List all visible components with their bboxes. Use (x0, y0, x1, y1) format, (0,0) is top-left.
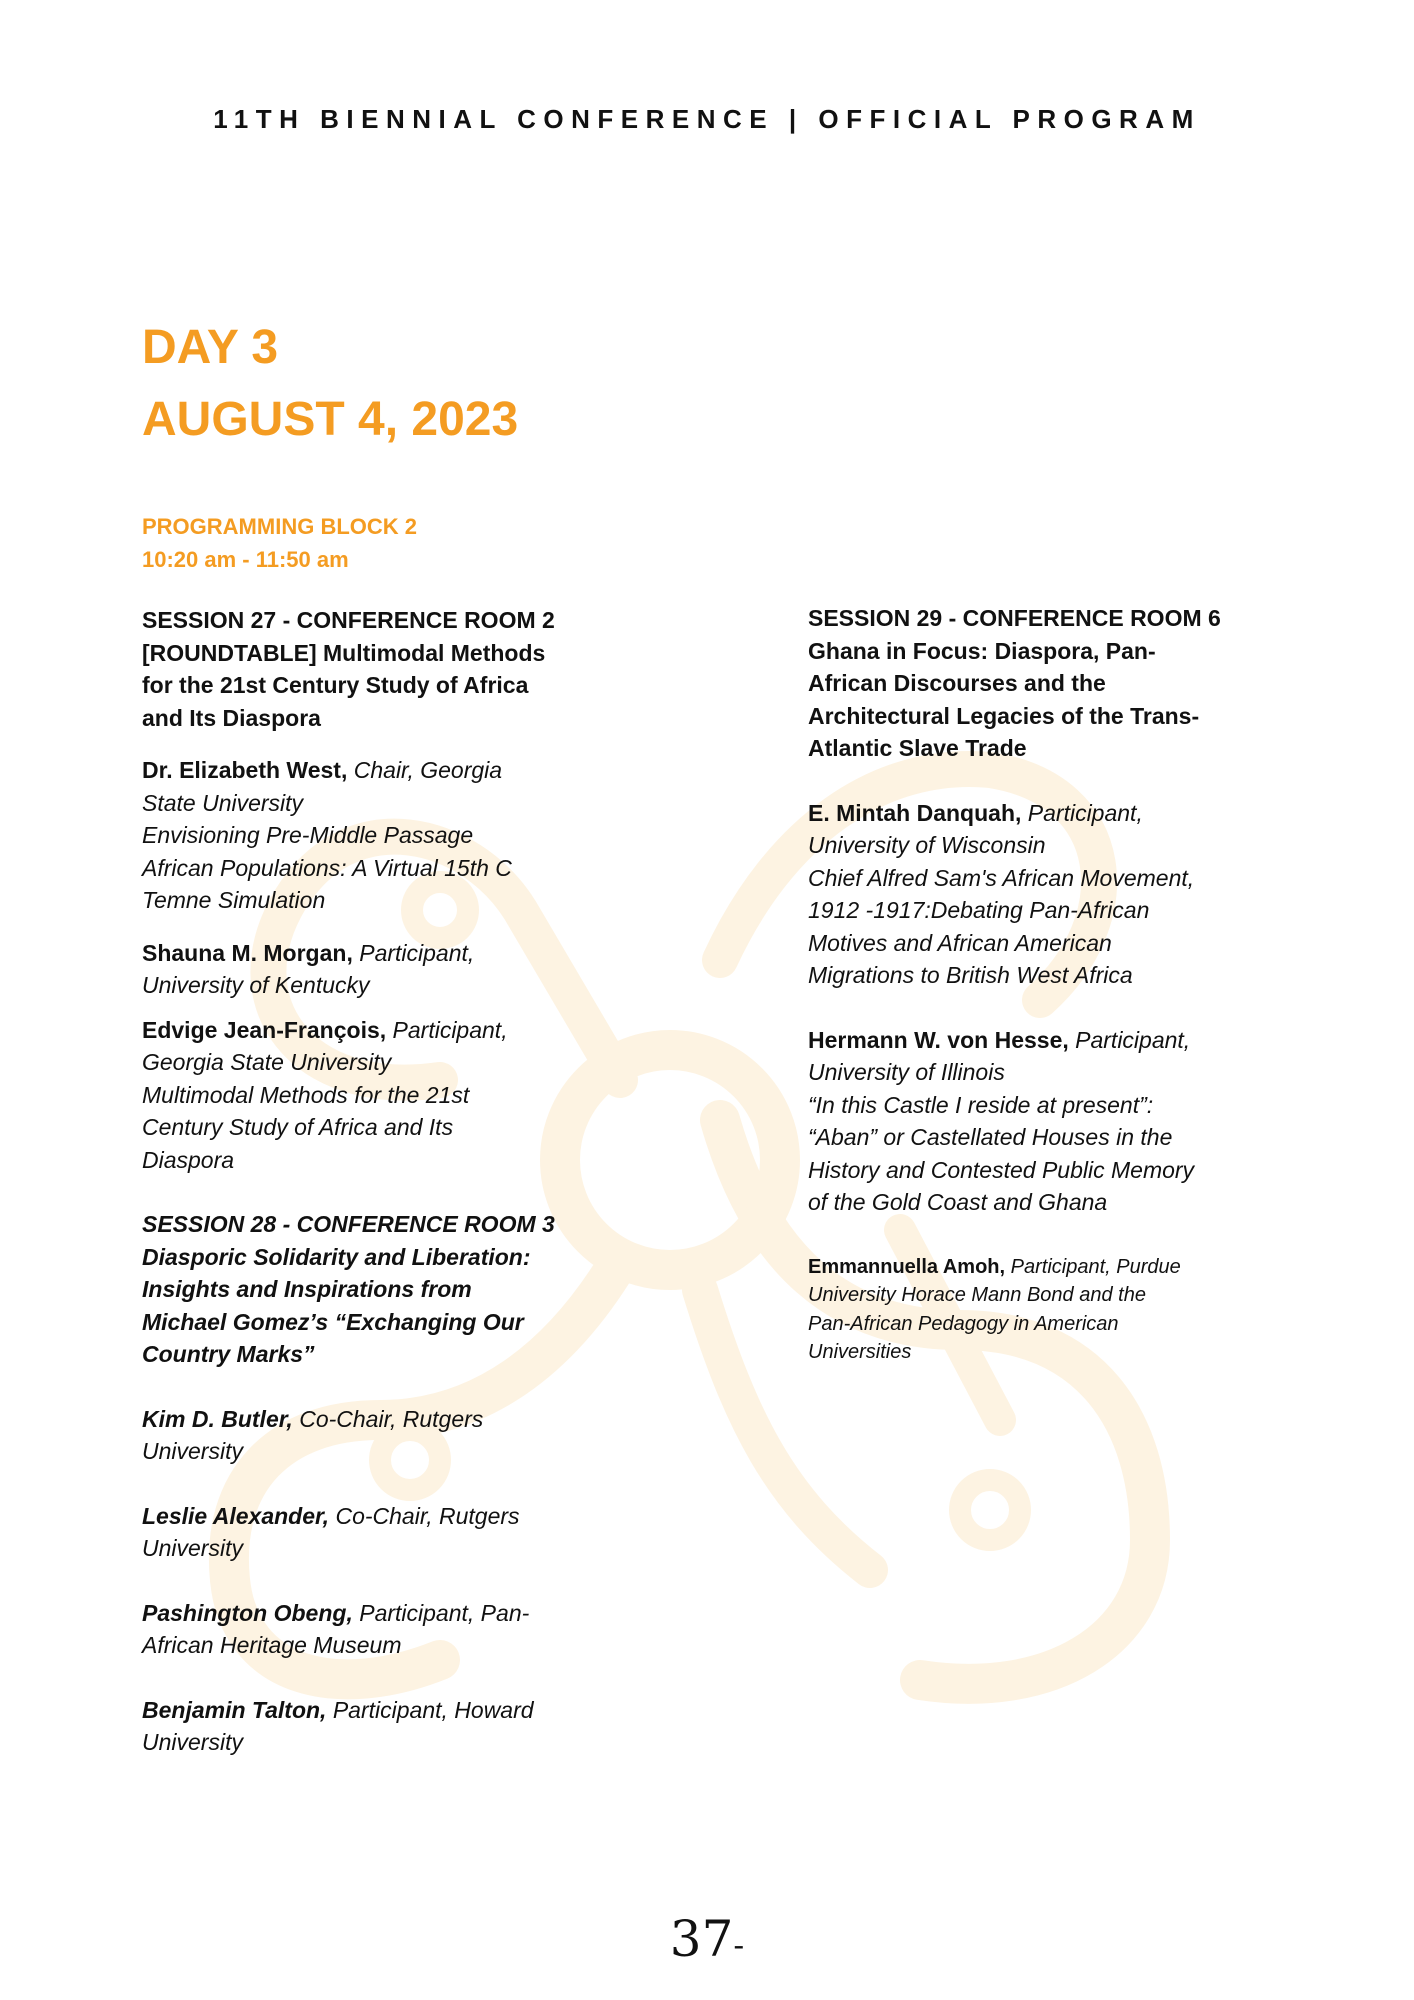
paper-title-line: “In this Castle I reside at present”: (808, 1091, 1154, 1118)
paper-title-line: 1912 -1917:Debating Pan-African (808, 897, 1150, 923)
session-title-line: SESSION 27 - CONFERENCE ROOM 2 (142, 607, 555, 633)
session-title-line: Diasporic Solidarity and Liberation: (142, 1243, 531, 1270)
participant-name: E. Mintah Danquah, (808, 799, 1022, 826)
participant-entry (808, 1024, 1288, 1219)
page-number-suffix: - (733, 1926, 745, 1964)
right-column (808, 602, 1288, 1367)
paper-title-line: Universities (808, 1341, 912, 1363)
participant-role: Participant, (359, 939, 475, 966)
participant-role: Participant, Pan- (359, 1599, 530, 1626)
paper-title-line: Diaspora (142, 1146, 235, 1173)
paper-title-line: Motives and African American (808, 929, 1112, 956)
session-title-line: Architectural Legacies of the Trans- (808, 702, 1200, 729)
participant-affiliation: University (142, 1729, 243, 1755)
participant-affiliation: University of Wisconsin (808, 832, 1046, 858)
participant-name: Edvige Jean-François, (142, 1016, 387, 1043)
participant-name: Dr. Elizabeth West, (142, 757, 348, 783)
participant-name: Emmannuella Amoh, (808, 1255, 1006, 1278)
participant-entry (808, 797, 1288, 992)
participant-role: Participant, Purdue (1010, 1255, 1181, 1278)
session-title-line: SESSION 29 - CONFERENCE ROOM 6 (808, 605, 1221, 631)
page-number (0, 1910, 1414, 1968)
participant-role: Co-Chair, Rutgers (335, 1502, 520, 1529)
session-27-title (142, 604, 622, 734)
participant-role: Participant, (392, 1016, 508, 1043)
session-title-line: SESSION 28 - CONFERENCE ROOM 3 (142, 1211, 555, 1237)
participant-role: Chair, Georgia (353, 757, 503, 783)
participant-affiliation: University of Kentucky (142, 972, 370, 998)
page-header: 11TH BIENNIAL CONFERENCE | OFFICIAL PROGRAM (213, 104, 1201, 134)
page-number-value: 37 (669, 1910, 734, 1968)
paper-title-line: History and Contested Public Memory (808, 1156, 1195, 1183)
participant-affiliation: University of Illinois (808, 1059, 1005, 1085)
participant-role: Co-Chair, Rutgers (299, 1405, 484, 1432)
participant-name: Shauna M. Morgan, (142, 939, 353, 966)
session-title-line: Ghana in Focus: Diaspora, Pan- (808, 637, 1156, 664)
participant-role: Participant, Howard (332, 1696, 534, 1723)
participant-role: Participant, (1075, 1026, 1191, 1053)
paper-title-line: Migrations to British West Africa (808, 962, 1133, 988)
paper-title-line: Chief Alfred Sam's African Movement, (808, 864, 1195, 891)
participant-entry (142, 1500, 622, 1565)
participant-entry (142, 1597, 622, 1662)
paper-title-line: of the Gold Coast and Ghana (808, 1189, 1108, 1215)
session-title-line: for the 21st Century Study of Africa (142, 672, 529, 698)
session-title-line: African Discourses and the (808, 670, 1106, 696)
participant-name: Pashington Obeng, (142, 1599, 353, 1626)
participant-name: Leslie Alexander, (142, 1502, 330, 1529)
session-29-title (808, 602, 1288, 765)
paper-title-line: “Aban” or Castellated Houses in the (808, 1124, 1173, 1150)
paper-title-line: Pan-African Pedagogy in American (808, 1312, 1119, 1335)
session-title-line: Country Marks” (142, 1341, 315, 1367)
session-28-title (142, 1208, 622, 1371)
day-date: AUGUST 4, 2023 (142, 393, 519, 446)
participant-name: Benjamin Talton, (142, 1696, 327, 1723)
block-time: 10:20 am - 11:50 am (142, 547, 349, 572)
participant-name: Hermann W. von Hesse, (808, 1026, 1069, 1053)
paper-title-line: Multimodal Methods for the 21st (142, 1081, 470, 1108)
paper-title-line: African Populations: A Virtual 15th C (142, 854, 512, 881)
session-title-line: Insights and Inspirations from (142, 1276, 472, 1302)
paper-title-line: Century Study of Africa and Its (142, 1114, 454, 1140)
session-title-line: Atlantic Slave Trade (808, 735, 1027, 761)
paper-title-line: University Horace Mann Bond and the (808, 1284, 1146, 1306)
participant-entry (808, 1253, 1288, 1367)
session-title-line: Michael Gomez’s “Exchanging Our (142, 1308, 524, 1335)
participant-affiliation: State University (142, 789, 304, 816)
day-heading (142, 312, 518, 456)
day-label: DAY 3 (142, 321, 279, 374)
paper-title-line: Envisioning Pre-Middle Passage (142, 822, 474, 848)
participant-entry (142, 937, 622, 1002)
participant-affiliation: African Heritage Museum (142, 1632, 402, 1658)
participant-affiliation: University (142, 1438, 243, 1464)
paper-title-line: Temne Simulation (142, 887, 326, 913)
participant-entry (142, 1694, 622, 1759)
participant-name: Kim D. Butler, (142, 1405, 293, 1432)
participant-entry (142, 1014, 622, 1177)
participant-affiliation: Georgia State University (142, 1049, 392, 1075)
session-title-line: [ROUNDTABLE] Multimodal Methods (142, 639, 546, 666)
participant-entry (142, 1403, 622, 1468)
left-column (142, 604, 622, 1759)
programming-block (142, 510, 417, 576)
session-title-line: and Its Diaspora (142, 704, 321, 731)
participant-role: Participant, (1027, 799, 1143, 826)
participant-entry (142, 754, 622, 917)
block-label: PROGRAMMING BLOCK 2 (142, 514, 417, 539)
participant-affiliation: University (142, 1535, 243, 1561)
